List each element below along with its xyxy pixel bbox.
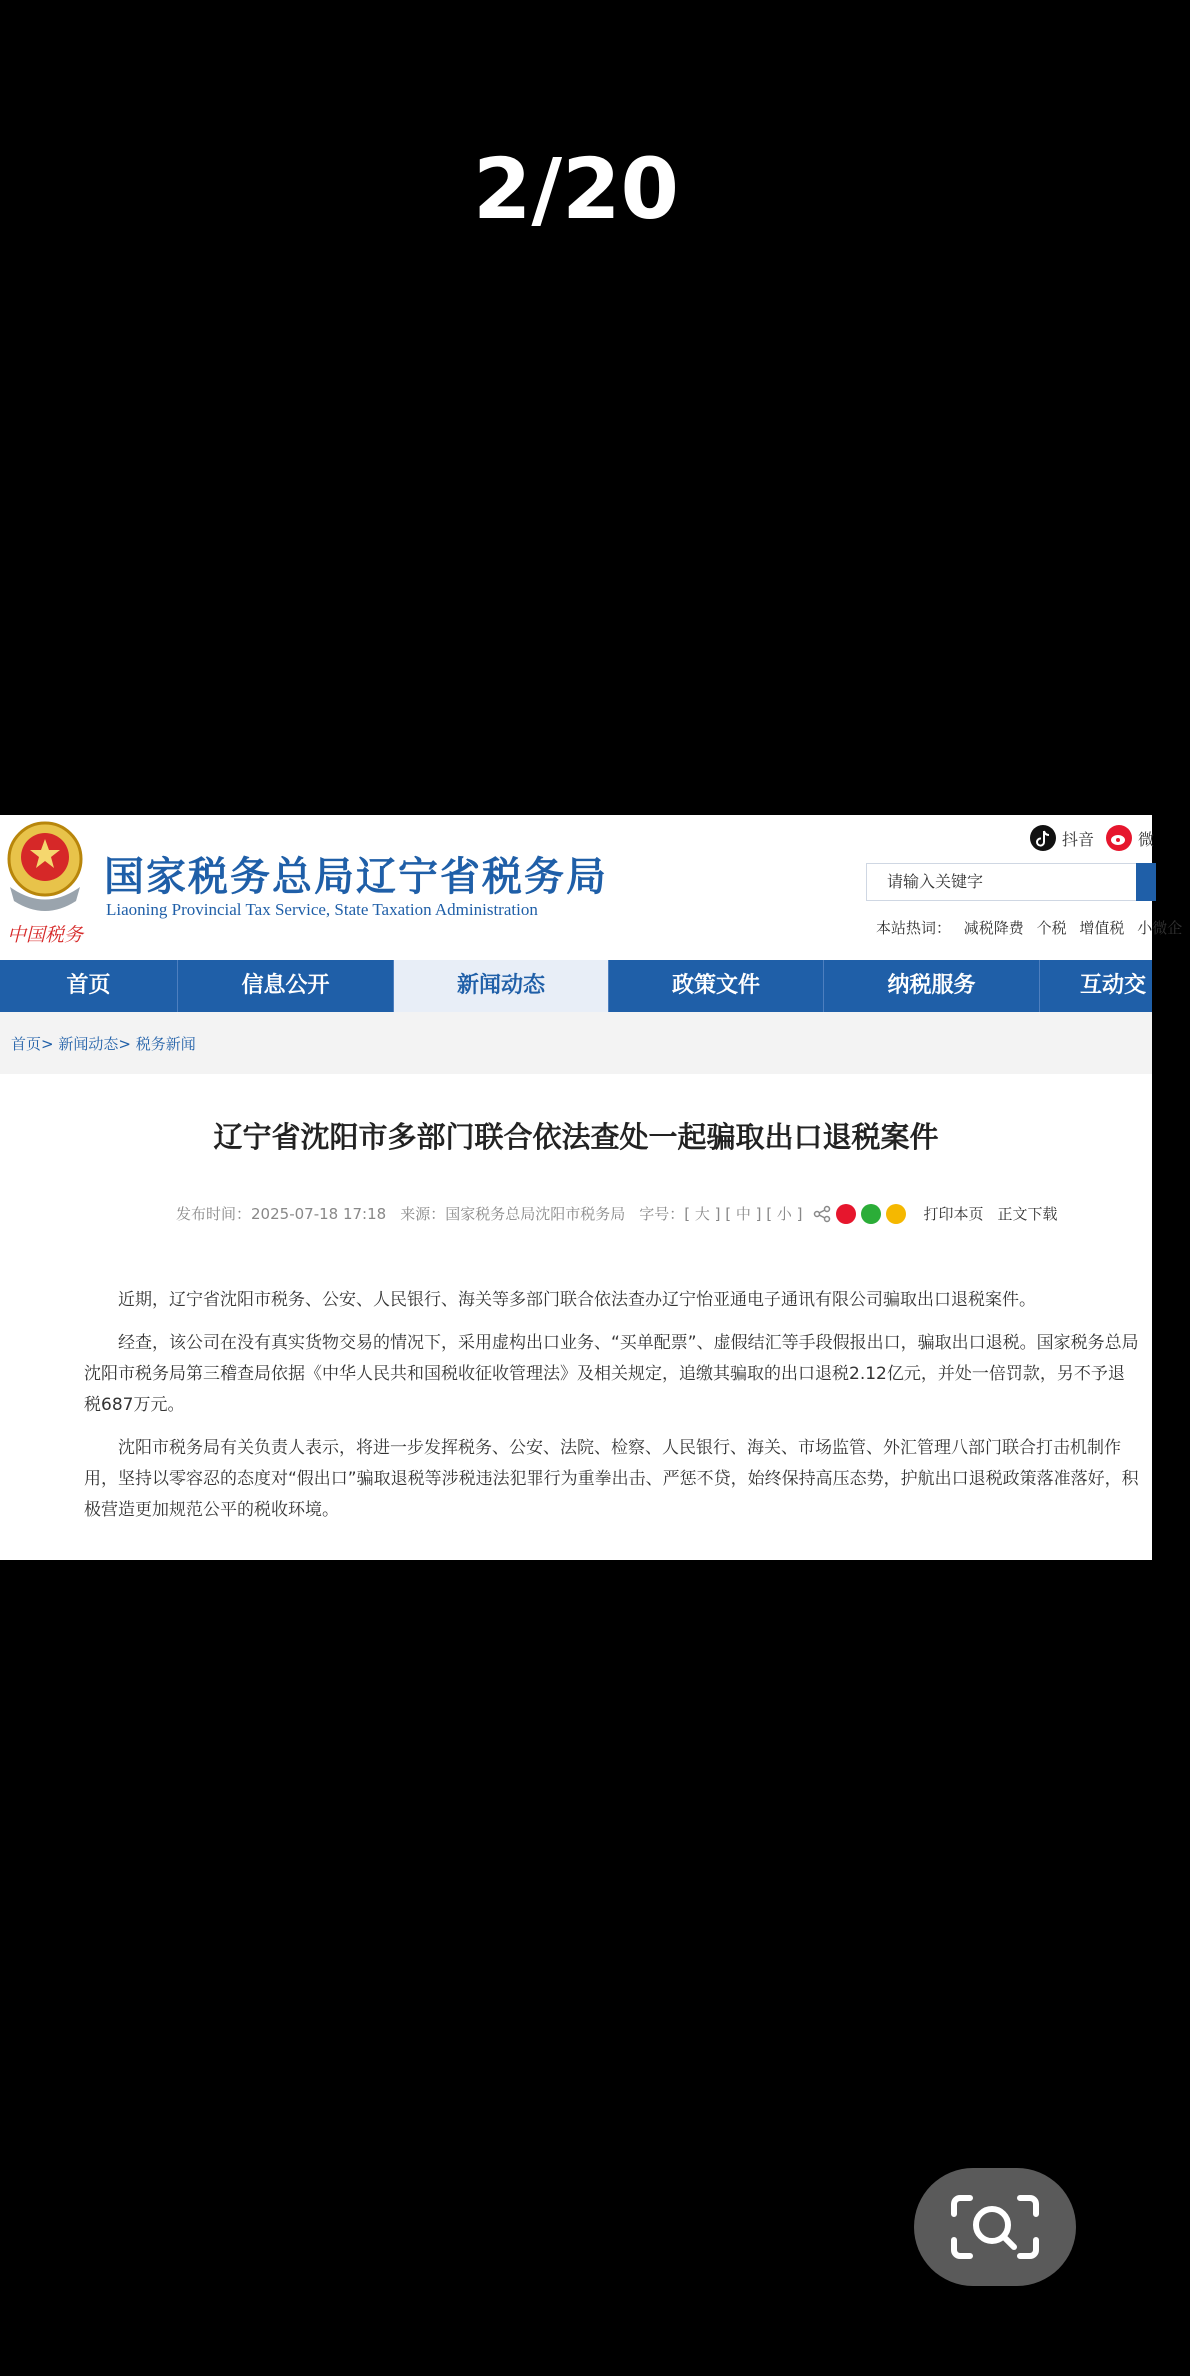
search-input[interactable]	[867, 864, 1127, 898]
hot-word[interactable]: 减税降费	[963, 919, 1024, 937]
share-wechat-icon[interactable]	[861, 1204, 881, 1224]
search-button[interactable]	[1136, 863, 1156, 901]
hot-word[interactable]: 小微企	[1137, 919, 1183, 937]
douyin-link[interactable]	[1030, 825, 1094, 851]
source-label: 来源：	[400, 1205, 446, 1223]
hot-word[interactable]: 增值税	[1079, 919, 1125, 937]
weibo-link[interactable]	[1106, 825, 1154, 851]
douyin-label: 抖音	[1062, 829, 1095, 849]
article-paragraph: 经查，该公司在没有真实货物交易的情况下，采用虚构出口业务、“买单配票”、虚假结汇等手段假报出口，骗取出口退税。国家税务总局沈阳市税务局第三稽查局依据《中华人民共和国税收征收管理法》及相关规定，追缴其骗取的出口退税2.12亿元，并处一倍罚款，另不予退税687万元。	[84, 1333, 1139, 1415]
weibo-label: 微	[1138, 829, 1155, 849]
main-nav	[0, 960, 1152, 1012]
share-weibo-icon[interactable]	[836, 1204, 856, 1224]
article-title: 辽宁省沈阳市多部门联合依法查处一起骗取出口退税案件	[213, 1120, 939, 1154]
breadcrumb-page[interactable]: 税务新闻	[135, 1035, 196, 1053]
tax-emblem-logo	[2, 817, 88, 953]
weibo-icon	[1106, 825, 1132, 851]
emblem-caption: 中国税务	[6, 924, 84, 946]
breadcrumb-sep: >	[118, 1035, 131, 1053]
article-paragraph: 沈阳市税务局有关负责人表示，将进一步发挥税务、公安、法院、检察、人民银行、海关、市场监管、外汇管理八部门联合打击机制作用，坚持以零容忍的态度对“假出口”骗取退税等涉税违法犯罪行为重拳出击、严惩不贷，始终保持高压态势，护航出口退税政策落准落好，积极营造更加规范公平的税收环境。	[84, 1438, 1139, 1520]
site-header	[0, 815, 1183, 960]
article-meta	[176, 1203, 1058, 1224]
share-icon[interactable]	[813, 1205, 831, 1223]
image-counter: 2/20	[472, 140, 680, 238]
share-qzone-icon[interactable]	[886, 1204, 906, 1224]
article-source: 国家税务总局沈阳市税务局	[445, 1205, 626, 1223]
breadcrumb	[11, 1033, 196, 1054]
screenshot-webpage	[0, 815, 1183, 1560]
font-size-options[interactable]: [ 大 ] [ 中 ] [ 小 ]	[684, 1205, 803, 1223]
publish-date: 2025-07-18 17:18	[251, 1204, 387, 1223]
nav-item-service[interactable]: 纳税服务	[824, 960, 1040, 1012]
hot-words-label: 本站热词：	[876, 919, 952, 937]
date-label: 发布时间：	[176, 1205, 252, 1223]
nav-item-news[interactable]: 新闻动态	[394, 960, 609, 1012]
scan-search-icon	[914, 2168, 1076, 2286]
image-search-button[interactable]	[914, 2168, 1076, 2286]
download-link[interactable]: 正文下载	[997, 1205, 1058, 1223]
douyin-icon	[1030, 825, 1056, 851]
hot-words	[876, 917, 1190, 938]
hot-word[interactable]: 个税	[1036, 919, 1067, 937]
breadcrumb-bar	[0, 1012, 1152, 1074]
site-title[interactable]: 国家税务总局辽宁省税务局	[104, 854, 608, 900]
breadcrumb-sep: >	[41, 1035, 54, 1053]
nav-item-interact[interactable]: 互动交	[1080, 973, 1147, 998]
site-subtitle: Liaoning Provincial Tax Service, State Taxation Administration	[106, 900, 538, 919]
breadcrumb-home[interactable]: 首页	[11, 1035, 42, 1053]
nav-item-home[interactable]: 首页	[0, 960, 178, 1012]
font-size-label: 字号：	[639, 1205, 685, 1223]
nav-item-policy[interactable]: 政策文件	[609, 960, 824, 1012]
print-link[interactable]: 打印本页	[923, 1205, 984, 1223]
nav-item-info[interactable]: 信息公开	[178, 960, 394, 1012]
article-body	[84, 1285, 1140, 1538]
article-paragraph: 近期，辽宁省沈阳市税务、公安、人民银行、海关等多部门联合依法查办辽宁怡亚通电子通讯有限公司骗取出口退税案件。	[118, 1290, 1036, 1310]
search-box	[866, 863, 1138, 901]
breadcrumb-section[interactable]: 新闻动态	[58, 1035, 119, 1053]
